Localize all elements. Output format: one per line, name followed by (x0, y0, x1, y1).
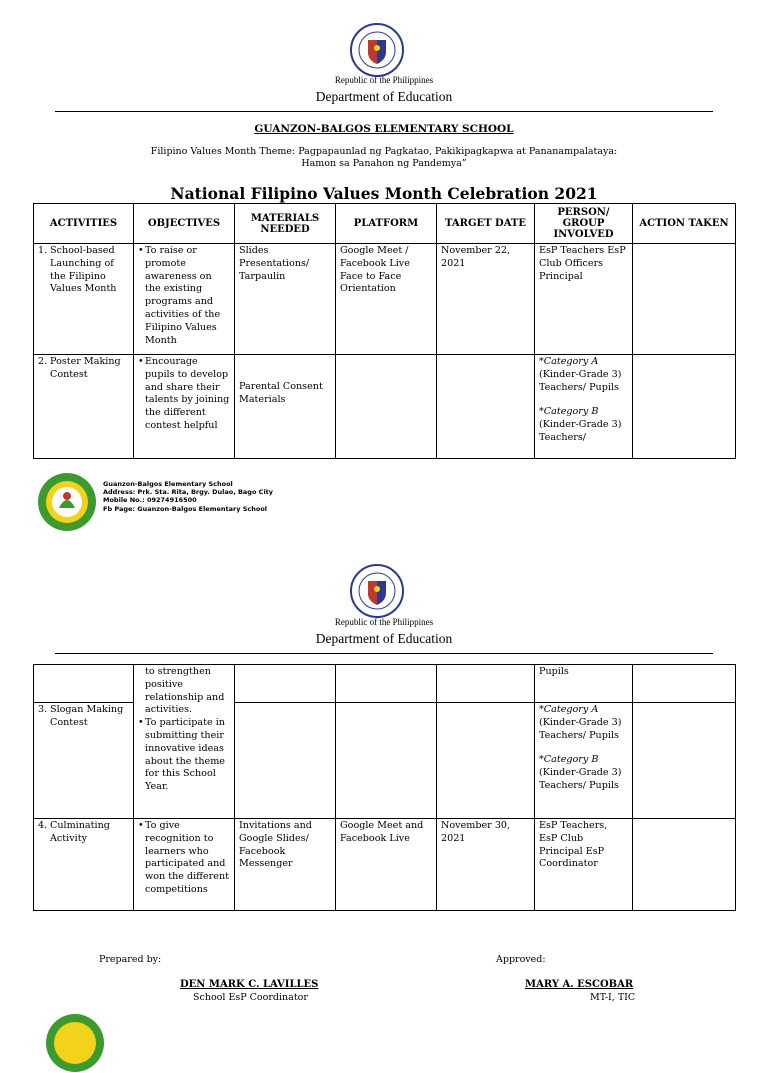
preparer-name: DEN MARK C. LAVILLES (180, 979, 319, 990)
category-b-desc: (Kinder-Grade 3) Teachers/ (539, 419, 622, 443)
activity-text: Slogan Making Contest (50, 704, 124, 728)
objective-continued-text: to strengthen positive relationship and activities. (145, 666, 225, 716)
platform-cell (336, 355, 437, 459)
action-cell (633, 703, 736, 819)
objective-cell (134, 665, 235, 819)
materials-cell: Invitations and Google Slides/ Facebook Messenger (235, 819, 336, 911)
department-text: Department of Education (315, 631, 453, 646)
column-header: PERSON/ GROUP INVOLVED (535, 204, 633, 244)
bullet-icon: • (138, 245, 144, 256)
persons-cell: Pupils (535, 665, 633, 703)
footer-mobile: Mobile No.: 09274916500 (103, 496, 197, 505)
materials-cell: Slides Presentations/ Tarpaulin (235, 244, 336, 355)
date-cell (437, 703, 535, 819)
activity-cell (34, 244, 134, 355)
objective-cell (134, 819, 235, 911)
objective-text: To participate in submitting their innovative ideas about the theme for this School Year. (145, 717, 225, 793)
column-header: MATERIALS NEEDED (235, 204, 336, 244)
preparer-title: School EsP Coordinator (193, 992, 308, 1003)
column-header: TARGET DATE (437, 204, 535, 244)
action-cell (633, 819, 736, 911)
bullet-icon: • (138, 356, 144, 367)
bullet-icon: • (138, 717, 144, 729)
footer-address: Address: Prk. Sta. Rita, Brgy. Dulao, Bago City (103, 488, 274, 497)
materials-cell (235, 703, 336, 819)
row-number: 1. (38, 245, 48, 256)
approver-name: MARY A. ESCOBAR (525, 979, 634, 990)
platform-cell (336, 665, 437, 703)
persons-cell (535, 703, 633, 819)
column-header: PLATFORM (336, 204, 437, 244)
activities-table (33, 203, 736, 459)
table-row (34, 355, 736, 459)
materials-cell (235, 355, 336, 459)
objective-cell (134, 244, 235, 355)
platform-cell: Google Meet and Facebook Live (336, 819, 437, 911)
deped-seal-icon (350, 23, 404, 77)
theme-line-2: Hamon sa Panahon ng Pandemya” (301, 158, 467, 169)
category-a-label: *Category A (539, 704, 599, 715)
category-a-desc: (Kinder-Grade 3) Teachers/ Pupils (539, 716, 622, 741)
column-header: ACTIVITIES (34, 204, 134, 244)
footer-school: Guanzon-Balgos Elementary School (103, 480, 233, 488)
activity-cell (34, 703, 134, 819)
activities-table-continued (33, 664, 736, 911)
objective-text: To give recognition to learners who participated and won the different competitions (145, 820, 229, 895)
activity-cell (34, 665, 134, 703)
column-header: OBJECTIVES (134, 204, 235, 244)
persons-cell: EsP Teachers EsP Club Officers Principal (535, 244, 633, 355)
republic-text: Republic of the Philippines (334, 75, 434, 85)
date-cell (437, 355, 535, 459)
activity-text: School-based Launching of the Filipino Values Month (50, 245, 117, 295)
row-number: 3. (38, 704, 48, 715)
theme-line-1: Filipino Values Month Theme: Pagpapaunlad ng Pagkatao, Pakikipagkapwa at Pananampalataya: (150, 146, 618, 157)
school-name: GUANZON-BALGOS ELEMENTARY SCHOOL (254, 123, 514, 135)
bullet-icon: • (138, 820, 144, 831)
republic-text: Republic of the Philippines (334, 617, 434, 627)
category-a-desc: (Kinder-Grade 3) Teachers/ Pupils (539, 368, 622, 393)
action-cell (633, 665, 736, 703)
platform-cell: Google Meet / Facebook Live Face to Face Orientation (336, 244, 437, 355)
action-cell (633, 244, 736, 355)
footer-contact (103, 480, 273, 513)
objective-text: Encourage pupils to develop and share their talents by joining the different contest helpful (145, 356, 230, 431)
objective-cell (134, 355, 235, 459)
persons-cell: EsP Teachers, EsP Club Principal EsP Coordinator (535, 819, 633, 911)
activity-cell (34, 819, 134, 911)
activity-text: Culminating Activity (50, 820, 110, 844)
approver-title: MT-I, TIC (590, 992, 636, 1003)
platform-cell (336, 703, 437, 819)
date-cell (437, 665, 535, 703)
activity-text: Poster Making Contest (50, 356, 121, 380)
school-logo-icon (37, 472, 97, 532)
header-divider (55, 653, 713, 654)
header-divider (55, 111, 713, 112)
deped-seal-icon (350, 564, 404, 618)
school-logo-icon (45, 1013, 105, 1073)
category-b-desc: (Kinder-Grade 3) Teachers/ Pupils (539, 767, 622, 791)
row-number: 4. (38, 820, 48, 831)
persons-cell (535, 355, 633, 459)
date-cell: November 22, 2021 (437, 244, 535, 355)
category-b-label: *Category B (539, 406, 599, 418)
row-number: 2. (38, 356, 48, 367)
objective-text: To raise or promote awareness on the existing programs and activities of the Filipino Values Month (145, 245, 221, 346)
category-b-label: *Category B (539, 754, 599, 766)
action-cell (633, 355, 736, 459)
column-header: ACTION TAKEN (633, 204, 736, 244)
materials-cell (235, 665, 336, 703)
page-title: National Filipino Values Month Celebration 2021 (170, 184, 598, 203)
materials-text: Parental Consent Materials (239, 381, 323, 405)
footer-fb-page: Fb Page: Guanzon-Balgos Elementary School (103, 504, 268, 513)
activity-cell (34, 355, 134, 459)
approved-label: Approved: (496, 954, 546, 965)
table-row (34, 819, 736, 911)
date-cell: November 30, 2021 (437, 819, 535, 911)
prepared-by-label: Prepared by: (99, 954, 162, 965)
table-row (34, 244, 736, 355)
department-text: Department of Education (315, 89, 453, 104)
table-header-row (34, 204, 736, 244)
table-row (34, 665, 736, 703)
category-a-label: *Category A (539, 356, 599, 367)
